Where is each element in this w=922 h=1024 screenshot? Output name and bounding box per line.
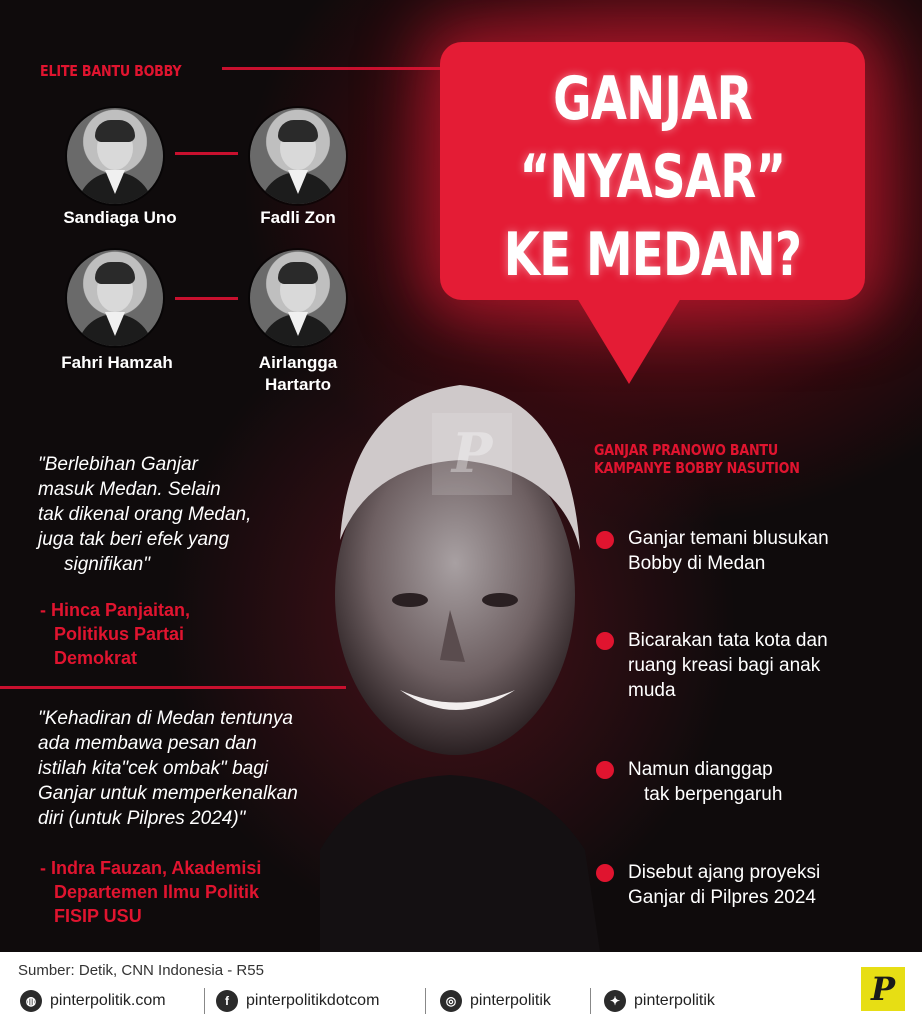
social-label: pinterpolitikdotcom — [246, 992, 380, 1009]
quote-attribution: - Hinca Panjaitan, Politikus Partai Demokrat — [40, 600, 191, 668]
footer-separator — [590, 988, 591, 1014]
quote-divider — [0, 686, 346, 689]
bullet-point: Namun dianggap tak berpengaruh — [628, 759, 783, 805]
watermark-logo: P — [432, 413, 512, 495]
bullet-dot — [596, 761, 614, 779]
social-label: pinterpolitik — [470, 992, 551, 1009]
bullet-dot — [596, 632, 614, 650]
avatar-airlangga-hartarto — [250, 250, 346, 346]
social-facebook[interactable] — [216, 988, 379, 1014]
avatar-sandiaga-uno — [67, 108, 163, 204]
name-fahri-hamzah: Fahri Hamzah — [61, 353, 173, 372]
source-text: Sumber: Detik, CNN Indonesia - R55 — [18, 962, 264, 979]
ganjar-section-title: GANJAR PRANOWO BANTU KAMPANYE BOBBY NASUTION — [594, 441, 800, 477]
globe-icon: ◍ — [20, 990, 42, 1012]
bullet-dot — [596, 864, 614, 882]
social-website[interactable] — [20, 988, 166, 1014]
footer-separator — [204, 988, 205, 1014]
elite-title-line — [222, 67, 444, 70]
pinterpolitik-logo: P — [861, 967, 905, 1011]
name-line: Hartarto — [264, 375, 332, 394]
bullet-point: Ganjar temani blusukan Bobby di Medan — [628, 528, 829, 574]
bullet-point: Bicarakan tata kota dan ruang kreasi bagi anak muda — [628, 630, 828, 701]
connector-line — [175, 152, 238, 155]
footer-separator — [425, 988, 426, 1014]
headline-line: KE MEDAN? — [503, 220, 802, 290]
social-label: pinterpolitik — [634, 992, 715, 1009]
bullet-dot — [596, 531, 614, 549]
quote-text: "Berlebihan Ganjar masuk Medan. Selain tak dikenal orang Medan, juga tak beri efek yang signifikan" — [38, 454, 252, 575]
social-label: pinterpolitik.com — [50, 992, 166, 1009]
headline-line: GANJAR — [553, 64, 752, 134]
twitter-icon: ✦ — [604, 990, 626, 1012]
social-twitter[interactable] — [604, 988, 715, 1014]
facebook-icon: f — [216, 990, 238, 1012]
headline-bubble-tail — [577, 298, 681, 384]
avatar-fadli-zon — [250, 108, 346, 204]
bullet-point: Disebut ajang proyeksi Ganjar di Pilpres 2024 — [628, 862, 821, 908]
name-line: Airlangga — [258, 353, 338, 372]
quote-attribution: - Indra Fauzan, Akademisi Departemen Ilmu Politik FISIP USU — [40, 858, 262, 926]
headline — [440, 60, 865, 294]
avatar-fahri-hamzah — [67, 250, 163, 346]
connector-line — [175, 297, 238, 300]
headline-line: “NYASAR” — [519, 142, 786, 212]
name-sandiaga-uno: Sandiaga Uno — [63, 208, 177, 227]
name-fadli-zon: Fadli Zon — [260, 208, 336, 227]
quote-text: "Kehadiran di Medan tentunya ada membawa pesan dan istilah kita"cek ombak" bagi Ganjar untuk memperkenalkan diri (untuk Pilpres 2024)" — [38, 708, 298, 829]
instagram-icon: ◎ — [440, 990, 462, 1012]
elite-section-title: ELITE BANTU BOBBY — [40, 62, 182, 80]
social-instagram[interactable] — [440, 988, 551, 1014]
